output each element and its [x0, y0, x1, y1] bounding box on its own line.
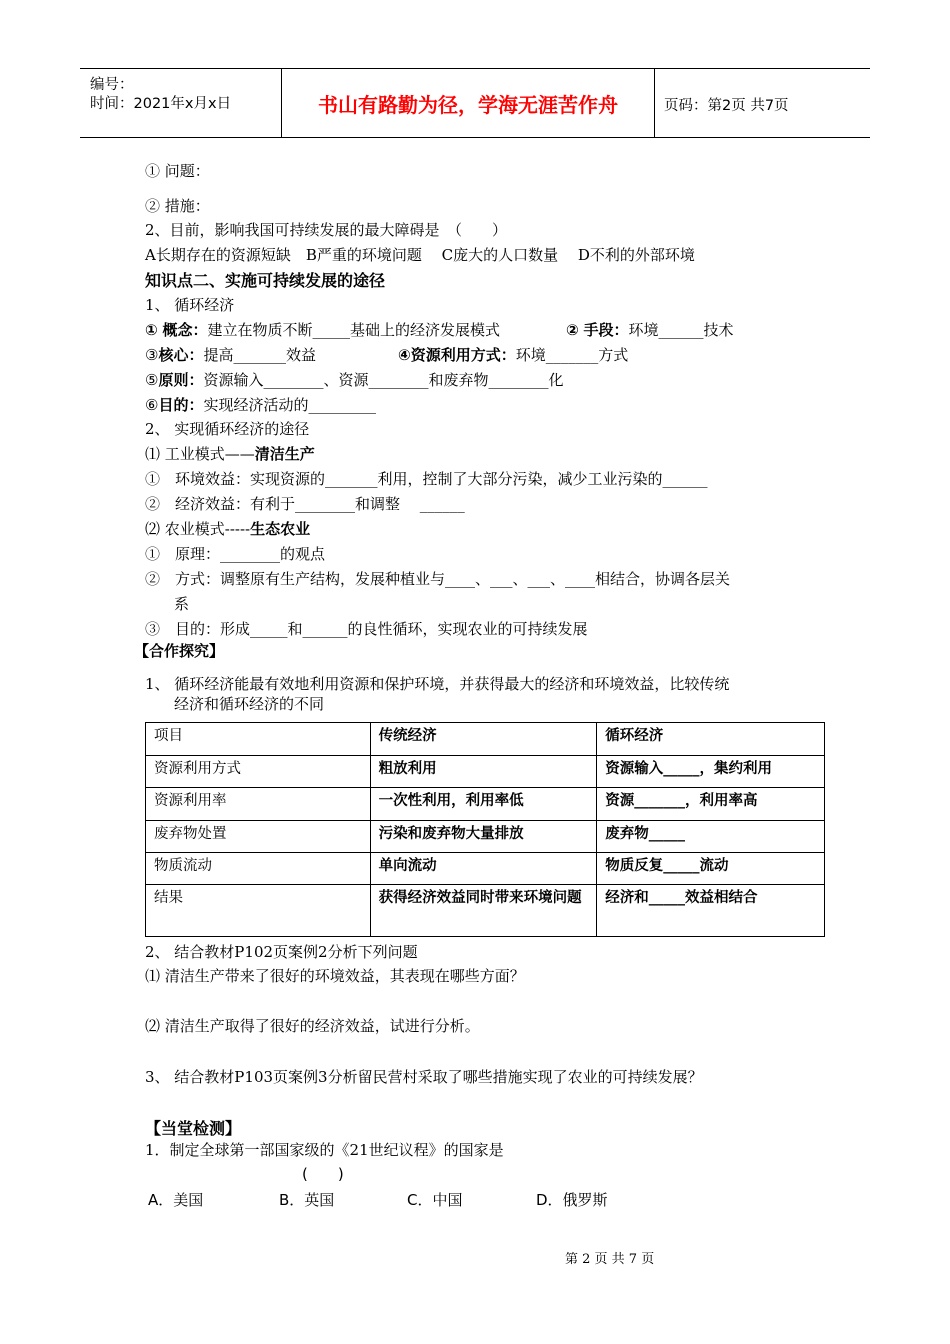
table-header-cell: 循环经济 — [597, 723, 825, 756]
agriculture-mode — [145, 518, 310, 539]
agriculture-method: ② 方式：调整原有生产结构，发展种植业与____、___、___、____相结合，协调各层关 — [145, 570, 731, 588]
agriculture-method-cont: 系 — [174, 595, 190, 613]
item-number: ⑥ — [145, 396, 159, 414]
item-label: 手段： — [583, 321, 629, 339]
option-d: D．俄罗斯 — [536, 1191, 608, 1209]
inquiry-question-1: 1、 循环经济能最有效地利用资源和保护环境，并获得最大的经济和环境效益，比较传统 — [145, 675, 730, 693]
table-cell: 物质流动 — [146, 853, 371, 885]
question-item-measures: ② 措施： — [145, 197, 210, 215]
table-cell: 污染和废弃物大量排放 — [370, 821, 597, 853]
item-label: 概念： — [162, 321, 208, 339]
item-label: 目的： — [158, 396, 204, 414]
option-c: C．中国 — [407, 1191, 463, 1209]
table-cell: 一次性利用，利用率低 — [370, 788, 597, 821]
inquiry-question-1-cont: 经济和循环经济的不同 — [174, 695, 325, 713]
table-cell: 粗放利用 — [370, 756, 597, 788]
item-concept — [145, 319, 500, 340]
table-header-cell: 传统经济 — [370, 723, 597, 756]
table-cell: 废弃物处置 — [146, 821, 371, 853]
industry-env-benefit: ① 环境效益：实现资源的_______利用，控制了大部分污染，减少工业污染的______ — [145, 470, 708, 488]
item-label: 原则： — [158, 371, 204, 389]
table-cell: 资源利用方式 — [146, 756, 371, 788]
item-number: ② — [566, 321, 579, 339]
header-divider — [654, 69, 655, 137]
inquiry-question-3: 3、 结合教材P103页案例3分析留民营村采取了哪些措施实现了农业的可持续发展？ — [145, 1068, 703, 1086]
mode-label: ⑴ 工业模式—— — [145, 445, 255, 463]
item-text: 资源输入________、资源________和废弃物________化 — [203, 371, 564, 389]
table-row — [146, 885, 825, 937]
item-text: 环境_______方式 — [515, 346, 629, 364]
table-row — [146, 853, 825, 885]
table-cell: 物质反复_____流动 — [597, 853, 825, 885]
item-purpose — [145, 394, 376, 415]
test-question-1: 1．制定全球第一部国家级的《21世纪议程》的国家是 — [145, 1141, 504, 1159]
cooperative-inquiry-heading: 【合作探究】 — [134, 642, 225, 660]
item-text: 环境______技术 — [628, 321, 734, 339]
question-2: 2、目前，影响我国可持续发展的最大障碍是 （ ） — [145, 221, 508, 239]
industry-econ-benefit: ② 经济效益：有利于________和调整 ______ — [145, 495, 465, 513]
table-cell: 结果 — [146, 885, 371, 937]
page-footer: 第 2 页 共 7 页 — [565, 1252, 655, 1267]
page-number-label: 页码：第2页 共7页 — [664, 98, 789, 114]
mode-label: ⑵ 农业模式----- — [145, 520, 251, 538]
table-row — [146, 756, 825, 788]
option-b: B．英国 — [279, 1191, 335, 1209]
item-core — [145, 344, 316, 365]
answer-parentheses: ( ) — [302, 1165, 344, 1183]
inquiry-question-2: 2、 结合教材P102页案例2分析下列问题 — [145, 943, 418, 961]
item-number: ① — [145, 321, 158, 339]
knowledge-point-2-title: 知识点二、实施可持续发展的途径 — [145, 271, 386, 290]
table-header-row — [146, 723, 825, 756]
class-test-heading: 【当堂检测】 — [145, 1119, 242, 1138]
item-text: 建立在物质不断_____基础上的经济发展模式 — [207, 321, 501, 339]
table-cell: 获得经济效益同时带来环境问题 — [370, 885, 597, 937]
item-resource-usage — [398, 344, 628, 365]
table-cell: 废弃物_____ — [597, 821, 825, 853]
table-row — [146, 821, 825, 853]
table-cell: 资源输入_____，集约利用 — [597, 756, 825, 788]
table-cell: 经济和_____效益相结合 — [597, 885, 825, 937]
comparison-table — [145, 722, 825, 937]
date-label: 时间：2021年x月x日 — [90, 96, 232, 112]
inquiry-question-2b: ⑵ 清洁生产取得了很好的经济效益，试进行分析。 — [145, 1017, 480, 1035]
item-number: ③ — [145, 346, 159, 364]
section-circular-paths: 2、 实现循环经济的途径 — [145, 420, 310, 438]
item-principle — [145, 369, 563, 390]
section-circular-economy: 1、 循环经济 — [145, 296, 235, 314]
table-row — [146, 788, 825, 821]
number-label: 编号： — [90, 77, 134, 93]
question-item-problem: ① 问题： — [145, 162, 210, 180]
agriculture-principle: ① 原理：________的观点 — [145, 545, 326, 563]
mode-name: 生态农业 — [250, 520, 311, 538]
industry-mode — [145, 443, 315, 464]
table-cell: 资源_______，利用率高 — [597, 788, 825, 821]
option-a: A．美国 — [148, 1191, 204, 1209]
page-header — [80, 68, 870, 138]
item-text: 提高_______效益 — [203, 346, 316, 364]
table-header-cell: 项目 — [146, 723, 371, 756]
table-cell: 单向流动 — [370, 853, 597, 885]
mode-name: 清洁生产 — [254, 445, 315, 463]
inquiry-question-2a: ⑴ 清洁生产带来了很好的环境效益，其表现在哪些方面？ — [145, 967, 525, 985]
item-text: 实现经济活动的_________ — [203, 396, 376, 414]
item-label: 核心： — [158, 346, 204, 364]
item-means — [566, 319, 734, 340]
motto: 书山有路勤为径，学海无涯苦作舟 — [318, 92, 618, 117]
item-number: ⑤ — [145, 371, 159, 389]
question-2-options: A长期存在的资源短缺 B严重的环境问题 C庞大的人口数量 D不利的外部环境 — [145, 246, 695, 264]
table-cell: 资源利用率 — [146, 788, 371, 821]
item-label: ④资源利用方式： — [398, 346, 516, 364]
agriculture-purpose: ③ 目的：形成_____和______的良性循环，实现农业的可持续发展 — [145, 620, 588, 638]
